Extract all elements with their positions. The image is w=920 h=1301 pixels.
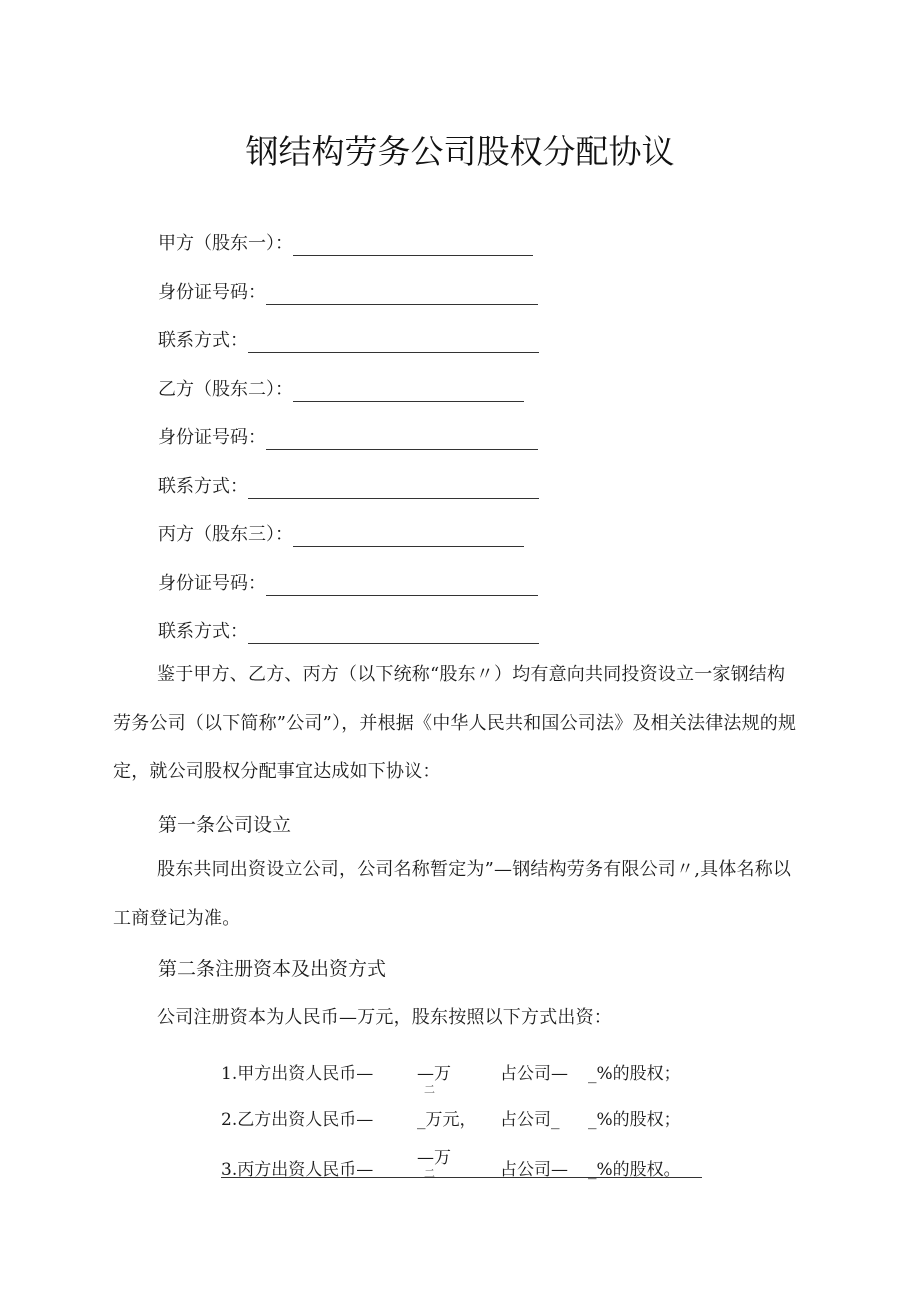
article-2-paragraph <box>113 994 803 1043</box>
party-contact-field <box>158 614 539 644</box>
item-share-label: 占公司_ <box>500 1110 560 1130</box>
party-contact-field <box>158 469 539 499</box>
blank-line[interactable] <box>293 381 524 402</box>
item-unit: —万 <box>417 1148 451 1168</box>
party-label: 联系方式： <box>158 330 248 351</box>
article-2-text: 公司注册资本为人民币—万元，股东按照以下方式出资： <box>157 1007 612 1028</box>
party-field-yi <box>158 372 524 402</box>
party-label: 联系方式： <box>158 621 248 642</box>
blank-line[interactable] <box>266 429 538 450</box>
blank-line[interactable] <box>248 623 539 644</box>
party-contact-field <box>158 323 539 353</box>
blank-line[interactable] <box>293 235 533 256</box>
preamble-text: 鉴于甲方、乙方、丙方（以下统称“股东〃）均有意向共同投资设立一家钢结构劳务公司（以下简称”公司”），并根据《中华人民共和国公司法》及相关法律法规的规定，就公司股权分配事宜达成如下协议： <box>113 664 797 782</box>
item-sub-mark: 二 <box>424 1083 435 1096</box>
party-label: 联系方式： <box>158 476 248 497</box>
preamble-paragraph <box>113 651 803 797</box>
blank-line[interactable] <box>248 478 539 499</box>
table-bottom-rule <box>221 1177 702 1178</box>
blank-line[interactable] <box>293 526 524 547</box>
party-id-field <box>158 566 538 596</box>
article-1-heading: 第一条公司设立 <box>158 814 292 836</box>
party-id-field <box>158 275 538 305</box>
party-label: 身份证号码： <box>158 282 266 303</box>
item-sub-mark: 二 <box>424 1167 435 1180</box>
party-label: 身份证号码： <box>158 573 266 594</box>
item-party-amount: 3.丙方出资人民币— <box>221 1160 374 1180</box>
party-label: 甲方（股东一）： <box>158 233 293 254</box>
article-1-paragraph <box>113 846 803 943</box>
blank-line[interactable] <box>248 332 539 353</box>
item-share-label: 占公司— <box>500 1160 568 1180</box>
item-share-percent: _%的股权； <box>588 1110 681 1130</box>
item-share-percent: _%的股权。 <box>588 1160 681 1180</box>
party-field-jia <box>158 226 533 256</box>
party-label: 身份证号码： <box>158 427 266 448</box>
blank-line[interactable] <box>266 284 538 305</box>
item-party-amount: 2.乙方出资人民币— <box>221 1110 374 1130</box>
party-field-bing <box>158 517 524 547</box>
item-party-amount: 1.甲方出资人民币— <box>221 1064 374 1084</box>
party-id-field <box>158 420 538 450</box>
party-label: 丙方（股东三）： <box>158 524 293 545</box>
document-title: 钢结构劳务公司股权分配协议 <box>245 132 675 171</box>
item-share-label: 占公司— <box>500 1064 568 1084</box>
blank-line[interactable] <box>266 575 538 596</box>
article-2-heading: 第二条注册资本及出资方式 <box>158 958 387 980</box>
item-unit: _万元， <box>417 1110 477 1130</box>
party-label: 乙方（股东二）： <box>158 379 293 400</box>
article-1-text: 股东共同出资设立公司，公司名称暂定为”—钢结构劳务有限公司〃,具体名称以工商登记为准。 <box>113 859 792 929</box>
item-unit: —万 <box>417 1064 451 1084</box>
item-share-percent: _%的股权； <box>588 1064 681 1084</box>
